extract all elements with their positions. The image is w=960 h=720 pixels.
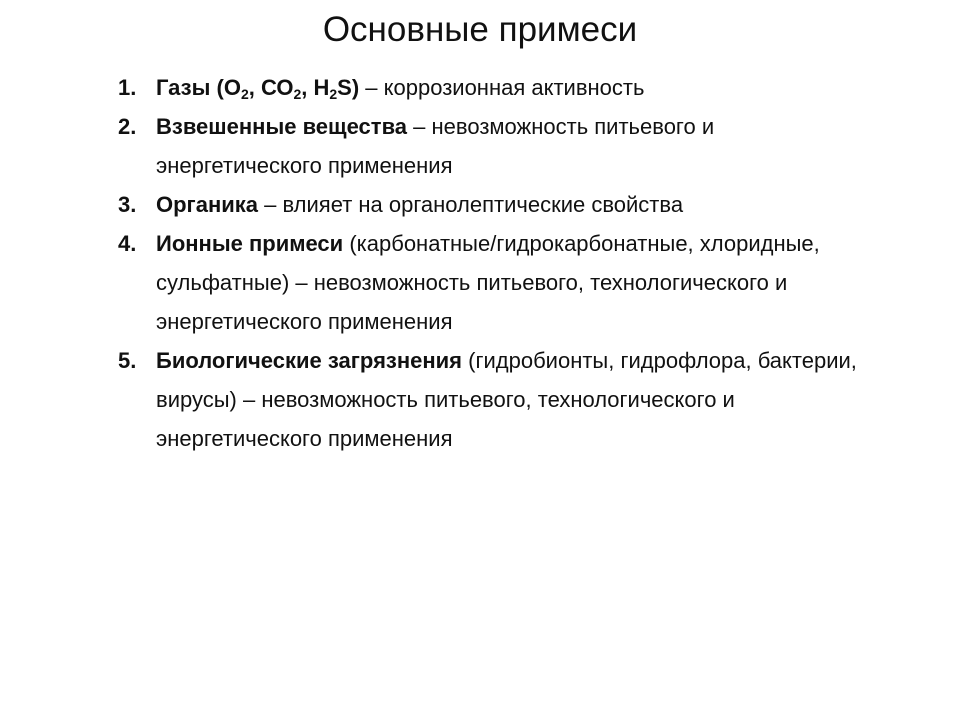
list-item-text <box>156 341 858 458</box>
formula-part: , Н <box>301 75 330 100</box>
list-item <box>118 107 858 185</box>
formula-part: Газы (О <box>156 75 241 100</box>
list-item-description: (карбонатные/гидрокарбонатные, хлоридные, сульфатные) – невозможность питьевого, технологического и энергетического применения <box>156 231 820 334</box>
list-item-bold-text <box>156 75 359 100</box>
list-item-bold-text: Органика <box>156 192 259 217</box>
list-item <box>118 185 858 224</box>
list-item-number: 3. <box>118 192 137 217</box>
list-item-number: 1. <box>118 75 137 100</box>
list-item-description: – влияет на органолептические свойства <box>258 192 684 217</box>
formula-subscript: 2 <box>293 86 302 102</box>
list-item-description: (гидробионты, гидрофлора, бактерии, вирусы) – невозможность питьевого, технологического и энергетического применения <box>156 348 857 451</box>
list-item-bold-text: Биологические загрязнения <box>156 348 463 373</box>
list-item-description: – коррозионная активность <box>359 75 645 100</box>
list-item-number: 2. <box>118 114 137 139</box>
slide-title: Основные примеси <box>322 10 638 49</box>
list-item-number: 4. <box>118 231 137 256</box>
formula-part: , СО <box>248 75 294 100</box>
list-item-description: – невозможность питьевого и энергетического применения <box>156 114 715 178</box>
list-item-bold-text: Ионные примеси <box>156 231 344 256</box>
list-item-text <box>156 68 858 107</box>
formula-subscript: 2 <box>329 86 338 102</box>
impurities-list <box>118 68 858 458</box>
list-item-bold-text: Взвешенные вещества <box>156 114 408 139</box>
list-item <box>118 224 858 341</box>
list-item-number: 5. <box>118 348 137 373</box>
list-item-text <box>156 224 858 341</box>
list-item <box>118 68 858 107</box>
list-item <box>118 341 858 458</box>
list-item-text <box>156 107 858 185</box>
formula-part: S) <box>337 75 360 100</box>
formula-subscript: 2 <box>240 86 249 102</box>
list-item-text <box>156 185 858 224</box>
